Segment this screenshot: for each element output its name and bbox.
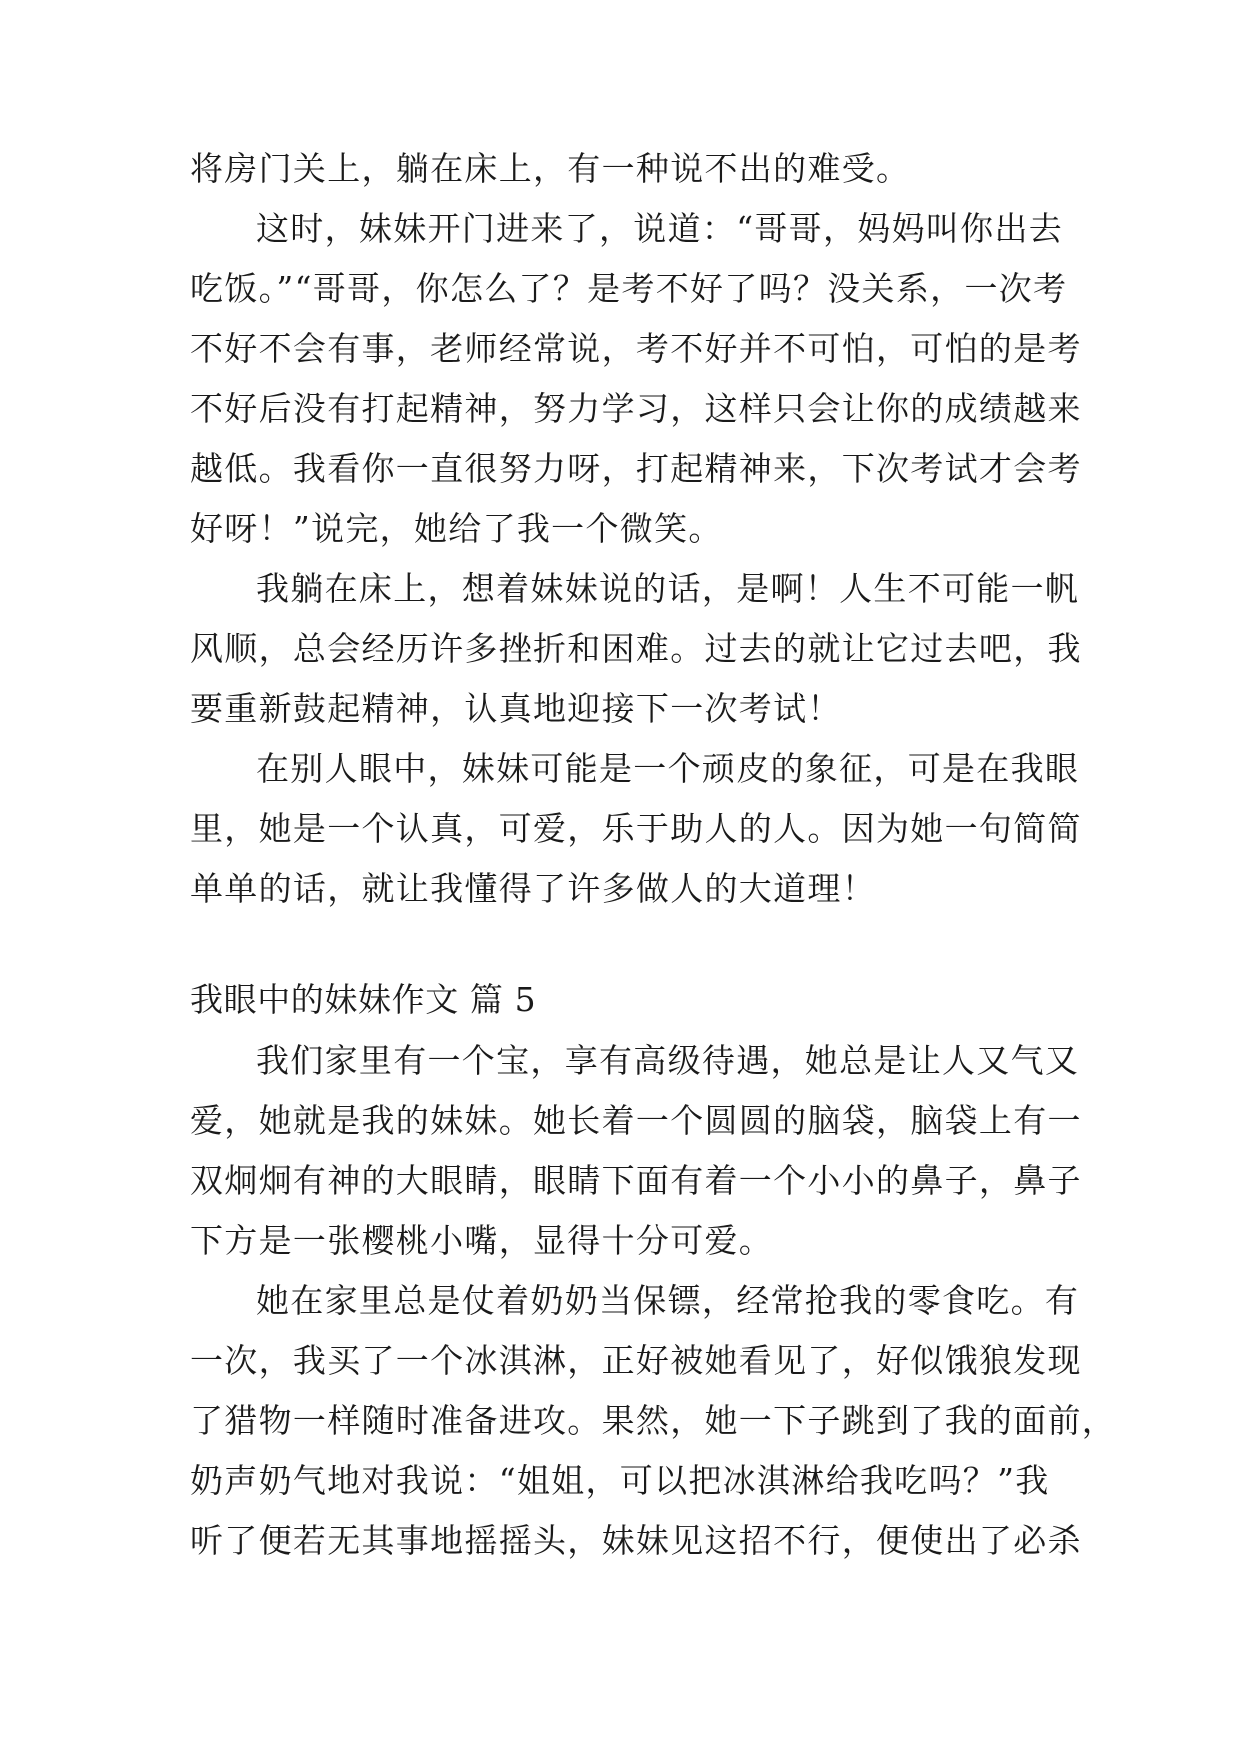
paragraph-line: 奶声奶气地对我说：“姐姐，可以把冰淇淋给我吃吗？”我 — [190, 1461, 1050, 1500]
paragraph-line: 风顺，总会经历许多挫折和困难。过去的就让它过去吧，我 — [190, 629, 1082, 668]
paragraph-line: 在别人眼中，妹妹可能是一个顽皮的象征，可是在我眼 — [256, 749, 1080, 788]
paragraph-line: 一次，我买了一个冰淇淋，正好被她看见了，好似饿狼发现 — [190, 1341, 1082, 1380]
paragraph-line: 不好不会有事，老师经常说，考不好并不可怕，可怕的是考 — [190, 329, 1082, 368]
paragraph-line: 将房门关上，躺在床上，有一种说不出的难受。 — [190, 149, 911, 188]
paragraph-line: 我躺在床上，想着妹妹说的话，是啊！人生不可能一帆 — [256, 569, 1080, 608]
paragraph-line: 她在家里总是仗着奶奶当保镖，经常抢我的零食吃。有 — [256, 1281, 1080, 1320]
paragraph-line: 单单的话，就让我懂得了许多做人的大道理！ — [190, 869, 876, 908]
paragraph-line: 这时，妹妹开门进来了，说道：“哥哥，妈妈叫你出去 — [256, 209, 1064, 248]
paragraph-line: 爱，她就是我的妹妹。她长着一个圆圆的脑袋，脑袋上有一 — [190, 1101, 1082, 1140]
paragraph-line: 里，她是一个认真，可爱，乐于助人的人。因为她一句简简 — [190, 809, 1082, 848]
paragraph-line: 不好后没有打起精神，努力学习，这样只会让你的成绩越来 — [190, 389, 1082, 428]
paragraph-line: 下方是一张樱桃小嘴，显得十分可爱。 — [190, 1221, 774, 1260]
paragraph-line: 好呀！”说完，她给了我一个微笑。 — [190, 509, 723, 548]
section-heading: 我眼中的妹妹作文 篇 5 — [190, 980, 537, 1019]
paragraph-line: 了猎物一样随时准备进攻。果然，她一下子跳到了我的面前， — [190, 1401, 1117, 1440]
paragraph-line: 听了便若无其事地摇摇头，妹妹见这招不行，便使出了必杀 — [190, 1521, 1082, 1560]
paragraph-line: 我们家里有一个宝，享有高级待遇，她总是让人又气又 — [256, 1041, 1080, 1080]
paragraph-line: 越低。我看你一直很努力呀，打起精神来，下次考试才会考 — [190, 449, 1082, 488]
paragraph-line: 吃饭。”“哥哥，你怎么了？是考不好了吗？没关系，一次考 — [190, 269, 1068, 308]
paragraph-line: 要重新鼓起精神，认真地迎接下一次考试！ — [190, 689, 842, 728]
paragraph-line: 双炯炯有神的大眼睛，眼睛下面有着一个小小的鼻子，鼻子 — [190, 1161, 1082, 1200]
